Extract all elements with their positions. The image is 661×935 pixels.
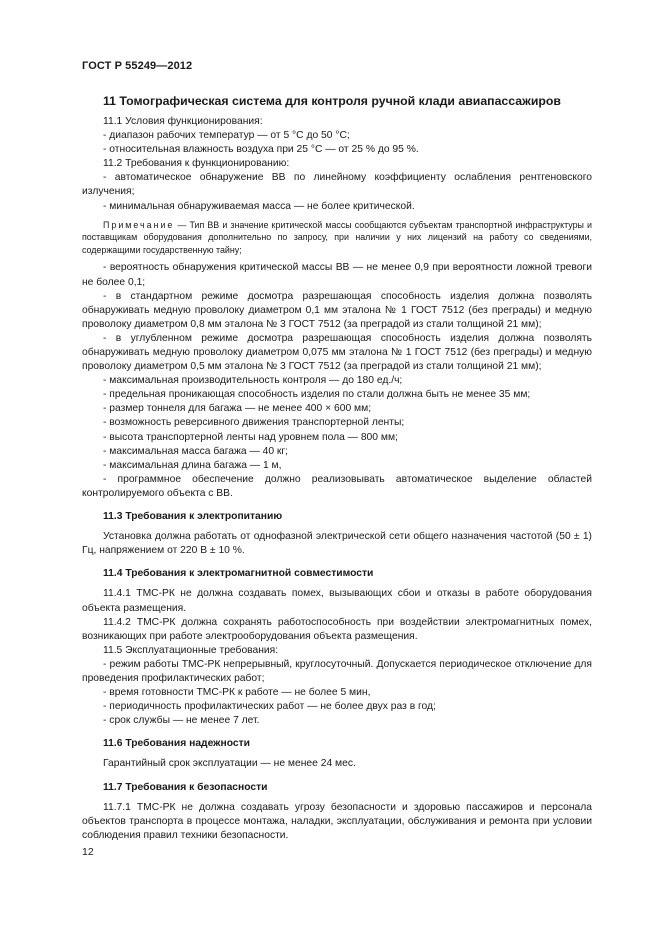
note-label: Примечание	[103, 219, 175, 230]
paragraph: - вероятность обнаружения критической массы ВВ — не менее 0,9 при вероятности ложной тревоги не более 0,1;	[82, 262, 592, 288]
note	[82, 219, 592, 257]
paragraph: 11.4.1 ТМС-РК не должна создавать помех, вызывающих сбои и отказы в работе оборудования объекта размещения.	[82, 588, 592, 614]
paragraph: - максимальная производительность контроля — до 180 ед./ч;	[103, 375, 403, 387]
section-heading-11-4: 11.4 Требования к электромагнитной совместимости	[103, 568, 374, 580]
paragraph: 11.4.2 ТМС-РК должна сохранять работоспособность при воздействии электромагнитных помех, возникающих при работе электрооборудования объекта размещения.	[82, 616, 592, 642]
paragraph: - срок службы — не менее 7 лет.	[103, 715, 260, 727]
paragraph: Установка должна работать от однофазной электрической сети общего назначения частотой (50 ± 1) Гц, напряжением от 220 В ± 10 %.	[82, 531, 592, 557]
paragraph: - предельная проникающая способность изделия по стали должна быть не менее 35 мм;	[103, 389, 531, 401]
paragraph: 11.7.1 ТМС-РК не должна создавать угрозу безопасности и здоровью пассажиров и персонала объектов транспорта в процессе монтажа, наладки, эксплуатации, обслуживания и ремонта при условии соблюдения правил техники безопасности.	[82, 801, 592, 841]
paragraph: 11.2 Требования к функционированию:	[103, 158, 290, 170]
paragraph: - режим работы ТМС-РК непрерывный, круглосуточный. Допускается периодическое отключение для проведения профилактических работ;	[82, 658, 592, 684]
paragraph: 11.1 Условия функционирования:	[103, 116, 263, 127]
paragraph: - в стандартном режиме досмотра разрешающая способность изделия должна позволять обнаруживать медную проволоку диаметром 0,1 мм эталона № 1 ГОСТ 7512 (без преграды) и медную проволоку диаметром 0,8 мм эталона № 3 ГОСТ 7512 (за преградой из стали толщиной 21 мм);	[82, 290, 592, 330]
note-text: — Тип ВВ и значение критической массы сообщаются субъектам транспортной инфраструктуры и поставщикам оборудования дополнительно по запросу, при наличии у них лицензий на работу со сведениями, содержащими государственную тайну;	[82, 219, 592, 255]
paragraph: 11.5 Эксплуатационные требования:	[103, 644, 279, 656]
paragraph: - размер тоннеля для багажа — не менее 400 × 600 мм;	[103, 403, 372, 415]
paragraph: - периодичность профилактических работ — не более двух раз в год;	[103, 701, 436, 713]
paragraph: - относительная влажность воздуха при 25 °С — от 25 % до 95 %.	[103, 144, 419, 156]
paragraph: - высота транспортерной ленты над уровнем пола — 800 мм;	[103, 431, 398, 443]
section-heading-11-6: 11.6 Требования надежности	[103, 738, 250, 750]
paragraph: - максимальная длина багажа — 1 м,	[103, 459, 282, 471]
paragraph: Гарантийный срок эксплуатации — не менее 24 мес.	[103, 758, 356, 770]
paragraph: - диапазон рабочих температур — от 5 °С до 50 °С;	[103, 130, 350, 142]
document-id-header: ГОСТ Р 55249—2012	[82, 60, 193, 72]
paragraph: - возможность реверсивного движения транспортерной ленты;	[103, 417, 405, 429]
paragraph: - время готовности ТМС-РК к работе — не более 5 мин,	[103, 687, 371, 699]
section-title: 11 Томографическая система для контроля ручной клади авиапассажиров	[103, 94, 561, 108]
paragraph: - программное обеспечение должно реализовывать автоматическое выделение областей контролируемого объекта с ВВ.	[82, 473, 592, 499]
paragraph: - максимальная масса багажа — 40 кг;	[103, 445, 289, 457]
document-body	[82, 115, 592, 843]
page-number: 12	[82, 846, 94, 858]
paragraph: - автоматическое обнаружение ВВ по линейному коэффициенту ослабления рентгеновского излучения;	[82, 172, 592, 198]
section-heading-11-7: 11.7 Требования к безопасности	[103, 781, 268, 793]
paragraph: - в углубленном режиме досмотра разрешающая способность изделия должна позволять обнаруживать медную проволоку диаметром 0,075 мм эталона № 1 ГОСТ 7512 (без преграды) и медную проволоку диаметром 0,5 мм эталона № 3 ГОСТ 7512 (за преградой из стали толщиной 21 мм);	[82, 332, 592, 373]
paragraph: - минимальная обнаруживаемая масса — не более критической.	[103, 200, 415, 212]
section-heading-11-3: 11.3 Требования к электропитанию	[103, 511, 283, 523]
